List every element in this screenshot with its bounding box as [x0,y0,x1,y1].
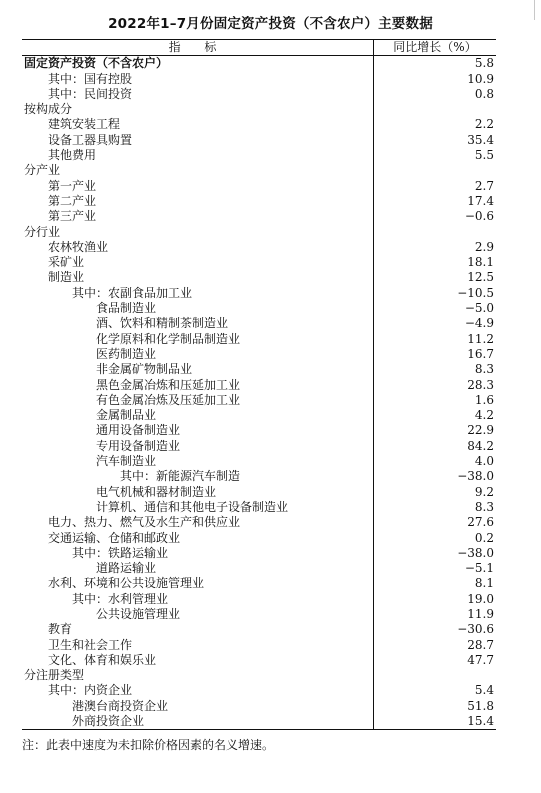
table-row [22,209,496,224]
row-label: 其中：民间投资 [22,87,374,102]
table-row [22,576,496,591]
row-label: 非金属矿物制品业 [22,362,374,377]
row-value: 9.2 [474,484,494,499]
row-label: 建筑安装工程 [22,117,374,132]
row-label: 教育 [22,622,374,637]
table-row [22,87,496,102]
row-value: 51.8 [467,698,494,713]
table-row [22,439,496,454]
row-label: 有色金属冶炼及压延加工业 [22,393,374,408]
row-label: 汽车制造业 [22,454,374,469]
row-label: 公共设施管理业 [22,607,374,622]
table-body [22,56,496,729]
table-row [22,332,496,347]
row-value: 47.7 [467,652,494,667]
table-row [22,102,496,117]
table-row [22,683,496,698]
table-row [22,72,496,87]
row-value: 5.4 [474,683,494,698]
row-value: 28.3 [467,377,494,392]
table-row [22,270,496,285]
table-row [22,622,496,637]
table-row [22,362,496,377]
row-label: 其中：国有控股 [22,72,374,87]
table-row [22,179,496,194]
row-label: 卫生和社会工作 [22,638,374,653]
row-value: 5.5 [474,148,494,163]
row-value: −0.6 [464,209,494,224]
footnote: 注：此表中速度为未扣除价格因素的名义增速。 [22,738,275,752]
row-label: 金属制品业 [22,408,374,423]
table-row [22,408,496,423]
table-row [22,454,496,469]
row-value: −30.6 [457,622,494,637]
table-row [22,699,496,714]
row-label: 酒、饮料和精制茶制造业 [22,316,374,331]
table-row [22,255,496,270]
row-value: 11.2 [467,331,494,346]
row-value: 2.9 [474,239,494,254]
row-label: 固定资产投资（不含农户） [22,56,374,71]
row-value [374,102,496,117]
table-row [22,423,496,438]
table-title: 2022年1–7月份固定资产投资（不含农户）主要数据 [108,16,433,32]
row-label: 设备工器具购置 [22,133,374,148]
table-row [22,515,496,530]
header-indicator: 指 标 [22,40,374,55]
row-value: 35.4 [467,132,494,147]
table-row [22,485,496,500]
row-value: 12.5 [467,270,494,285]
row-label: 外商投资企业 [22,714,374,729]
row-value: 17.4 [467,193,494,208]
row-value: 2.7 [474,178,494,193]
row-value: 1.6 [474,392,494,407]
table-row [22,301,496,316]
row-label: 电气机械和器材制造业 [22,485,374,500]
row-label: 分行业 [22,225,374,240]
row-label: 分注册类型 [22,668,374,683]
row-label: 其中：铁路运输业 [22,546,374,561]
table-row [22,638,496,653]
row-label: 第二产业 [22,194,374,209]
table-row [22,469,496,484]
row-value: −4.9 [464,316,494,331]
row-label: 其中：水利管理业 [22,592,374,607]
row-label: 其中：新能源汽车制造 [22,469,374,484]
table-row [22,56,496,71]
row-value [374,163,496,178]
table-row [22,163,496,178]
row-value: −10.5 [457,285,494,300]
row-value: 27.6 [467,515,494,530]
row-label: 文化、体育和娱乐业 [22,653,374,668]
row-value: 8.3 [474,499,494,514]
row-label: 黑色金属冶炼和压延加工业 [22,378,374,393]
row-value: 22.9 [467,423,494,438]
table-row [22,607,496,622]
row-label: 通用设备制造业 [22,423,374,438]
row-label: 医药制造业 [22,347,374,362]
row-label: 化学原料和化学制品制造业 [22,332,374,347]
table-row [22,378,496,393]
table-row [22,546,496,561]
row-value: 0.2 [474,530,494,545]
table-row [22,393,496,408]
table-row [22,714,496,729]
row-value: 28.7 [467,637,494,652]
row-value: 8.1 [474,576,494,591]
table-row [22,531,496,546]
table-row [22,668,496,683]
table-row [22,240,496,255]
table-row [22,561,496,576]
row-value: −5.0 [464,301,494,316]
row-value: 4.2 [474,408,494,423]
row-value: 5.8 [474,56,494,71]
row-label: 按构成分 [22,102,374,117]
row-label: 制造业 [22,270,374,285]
row-value: −5.1 [464,561,494,576]
header-growth: 同比增长（%） [393,40,477,54]
row-value: 18.1 [467,255,494,270]
row-value: 15.4 [467,714,494,729]
table-row [22,225,496,240]
row-label: 专用设备制造业 [22,439,374,454]
row-label: 电力、热力、燃气及水生产和供应业 [22,515,374,530]
table-row [22,133,496,148]
table-row [22,148,496,163]
table-row [22,194,496,209]
row-value [374,225,496,240]
row-label: 第三产业 [22,209,374,224]
row-value: 16.7 [467,346,494,361]
row-label: 水利、环境和公共设施管理业 [22,576,374,591]
table-row [22,286,496,301]
table-row [22,347,496,362]
row-label: 其他费用 [22,148,374,163]
table-row [22,592,496,607]
row-value: 4.0 [474,454,494,469]
row-label: 食品制造业 [22,301,374,316]
row-value: 2.2 [474,117,494,132]
table-row [22,653,496,668]
row-label: 其中：内资企业 [22,683,374,698]
row-value: 8.3 [474,362,494,377]
row-label: 第一产业 [22,179,374,194]
row-value: 11.9 [467,606,494,621]
row-value: 10.9 [467,71,494,86]
row-value: 0.8 [474,86,494,101]
row-label: 港澳台商投资企业 [22,699,374,714]
table-row [22,500,496,515]
table-header [22,40,496,56]
row-label: 农林牧渔业 [22,240,374,255]
row-label: 计算机、通信和其他电子设备制造业 [22,500,374,515]
table-row [22,316,496,331]
row-label: 采矿业 [22,255,374,270]
row-value: −38.0 [457,469,494,484]
data-table [22,39,496,730]
row-value: 84.2 [467,438,494,453]
row-value: 19.0 [467,591,494,606]
row-value: −38.0 [457,545,494,560]
row-label: 道路运输业 [22,561,374,576]
table-row [22,117,496,132]
row-label: 其中：农副食品加工业 [22,286,374,301]
row-label: 分产业 [22,163,374,178]
row-value [374,668,496,683]
row-label: 交通运输、仓储和邮政业 [22,531,374,546]
